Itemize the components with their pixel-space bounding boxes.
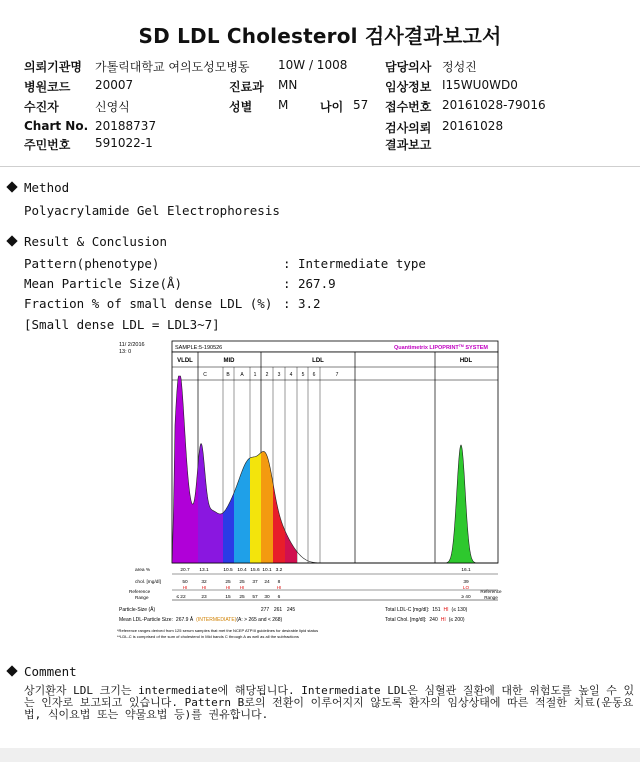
particle-size-label: Particle-Size (Å) (119, 607, 156, 613)
method-text: Polyacrylamide Gel Electrophoresis (24, 203, 280, 218)
area-value: 10.4 (237, 568, 247, 573)
mean-ldl-size (119, 616, 283, 623)
age-value: 57 (353, 98, 369, 112)
band-label-6: 6 (312, 372, 316, 378)
method-heading (8, 180, 69, 195)
chol-value: 32 (201, 580, 207, 585)
request-value: 20161028 (442, 119, 504, 133)
group-label-hdl: HDL (459, 358, 473, 364)
area-row-label: area % (135, 568, 151, 573)
reference-value: 30 (264, 595, 270, 600)
reference-value: ≤ 22 (176, 595, 186, 600)
size-colon: : (283, 276, 291, 291)
chol-value: 37 (252, 580, 258, 585)
fraction-colon: : (283, 296, 291, 311)
area-value: 16.1 (461, 568, 471, 573)
total-ldlc-ref: (≤ 130) (451, 607, 468, 613)
dept-value: MN (278, 78, 298, 92)
particle-size-3: 245 (286, 607, 296, 613)
footnote-1: *Reference ranges derived from 125 serum samples that met the NCEP ATPIII guidelines for desirable lipid status (117, 628, 319, 633)
band-label-7: 7 (335, 372, 339, 378)
band-value-table (129, 563, 502, 600)
footnote-2: **LDL-C is comprised of the sum of cholesterol in Mid bands C through A as well as all the subfractions (117, 634, 299, 639)
rrn-label: 주민번호 (24, 138, 71, 152)
total-ldlc-flag: HI (443, 607, 449, 613)
total-ldlc-label: Total LDL-C [mg/dl]: (385, 607, 430, 613)
chol-flag: HI (182, 585, 188, 590)
chol-value: 25 (225, 580, 231, 585)
group-label-ldl: LDL (312, 358, 324, 364)
hospital-code-label: 병원코드 (24, 80, 71, 94)
area-ldl1 (250, 453, 261, 563)
area-value: 20.7 (180, 568, 190, 573)
total-chol-ref: (≤ 200) (448, 617, 465, 623)
sample-label: SAMPLE: (175, 345, 199, 351)
chol-flag: LO (462, 585, 470, 590)
request-label: 검사의뢰 (385, 121, 432, 135)
institution-label: 의뢰기관명 (24, 60, 82, 74)
age-label: 나이 (320, 100, 344, 114)
area-value: 13.1 (199, 568, 209, 573)
sex-value: M (278, 98, 289, 112)
comment-text: 상기환자 LDL 크기는 intermediate에 해당됩니다. Intermediate LDL은 심혈관 질환에 대한 위험도를 높일 수 있는 인자로 보고되고 있습니다. Pattern B로의 전환이 이루어지지 않도록 환자의 임상상태에 따른 적절한 치료(운동요법, 식이요법 또는 약물요법 등)를 권유합니다. (24, 684, 635, 721)
report-label: 결과보고 (385, 138, 432, 152)
lipoprint-chart (115, 338, 502, 644)
band-label-3: 3 (277, 372, 281, 378)
patient-info-header (0, 52, 640, 167)
total-chol (385, 617, 465, 623)
reference-value: 25 (239, 595, 245, 600)
range-label-right: Range (484, 595, 498, 600)
particle-size-1: 277 (260, 607, 270, 613)
range-label: Range (135, 595, 149, 600)
patient-value: 신영식 (95, 100, 130, 114)
chol-value: 24 (264, 580, 270, 585)
chol-row-label: chol. [mg/dl] (135, 580, 161, 585)
rrn-value: 591022-1 (95, 136, 153, 150)
reference-value: 6 (277, 595, 281, 600)
total-chol-label: Total Chol. [mg/dl]: (385, 617, 427, 623)
mean-ldl-class: (INTERMEDIATE) (196, 617, 237, 623)
band-label-2: 2 (265, 372, 269, 378)
band-label-1: 1 (253, 372, 257, 378)
diamond-bullet-icon (6, 181, 17, 192)
band-label-4: 4 (289, 372, 293, 378)
reference-label: Reference (129, 589, 151, 594)
chol-flag: HI (225, 585, 231, 590)
chart-no-label: Chart No. (24, 119, 89, 133)
doctor-value: 정성진 (442, 60, 477, 74)
ward-value: 10W / 1008 (278, 58, 348, 72)
sample-id: 5-190526 (199, 345, 223, 351)
method-heading-text: Method (24, 180, 70, 195)
dept-label: 진료과 (229, 80, 264, 94)
chol-value: 8 (277, 580, 281, 585)
band-label-5: 5 (301, 372, 305, 378)
area-value: 10.1 (262, 568, 272, 573)
reference-value: ≥ 40 (461, 595, 471, 600)
group-label-vldl: VLDL (177, 358, 193, 364)
comment-heading (8, 664, 77, 679)
lipoprint-svg (115, 338, 502, 644)
total-ldlc (385, 607, 468, 613)
reference-label-right: Reference (480, 589, 502, 594)
result-heading-text: Result & Conclusion (24, 234, 167, 249)
total-chol-value: 240 (429, 617, 438, 623)
total-chol-flag: HI (440, 617, 446, 623)
comment-heading-text: Comment (24, 664, 77, 679)
pattern-colon: : (283, 256, 291, 271)
sex-label: 성별 (229, 100, 253, 114)
mean-ldl-label: Mean LDL-Particle Size: (119, 617, 173, 623)
page-footer-bar (0, 748, 640, 762)
mean-ldl-value: 267.9 Å (175, 617, 194, 623)
band-label-C: C (203, 372, 207, 378)
chol-value: 50 (182, 580, 188, 585)
brand-logo (394, 344, 488, 351)
print-time: 13: 0 (119, 349, 132, 355)
result-heading (8, 234, 167, 249)
area-value: 3.2 (275, 568, 283, 573)
reference-value: 15 (225, 595, 231, 600)
area-value: 15.6 (250, 568, 260, 573)
fraction-value: 3.2 (298, 296, 321, 311)
chol-flag: HI (276, 585, 282, 590)
hospital-code-value: 20007 (95, 78, 134, 92)
reference-value: 23 (201, 595, 207, 600)
patient-label: 수진자 (24, 100, 59, 114)
receipt-label: 접수번호 (385, 100, 432, 114)
band-label-A: A (240, 372, 244, 378)
pattern-label: Pattern(phenotype) (24, 256, 160, 271)
clinical-value: I15WU0WD0 (442, 78, 518, 92)
diamond-bullet-icon (6, 665, 17, 676)
clinical-label: 임상정보 (385, 80, 432, 94)
fraction-label: Fraction % of small dense LDL (%) (24, 296, 273, 311)
diamond-bullet-icon (6, 235, 17, 246)
report-title: SD LDL Cholesterol 검사결과보고서 (138, 24, 502, 48)
mean-ldl-criteria: (A: > 265 and < 268) (236, 617, 283, 623)
pattern-value: Intermediate type (298, 256, 426, 271)
reference-value: 57 (252, 595, 258, 600)
band-label-B: B (226, 372, 230, 378)
group-label-mid: MID (223, 358, 235, 364)
chol-flag: HI (239, 585, 245, 590)
particle-size-2: 261 (273, 607, 283, 613)
size-value: 267.9 (298, 276, 336, 291)
small-dense-note: [Small dense LDL = LDL3~7] (24, 317, 220, 332)
area-value: 10.5 (223, 568, 233, 573)
receipt-value: 20161028-79016 (442, 98, 546, 112)
print-date: 11/ 2/2016 (119, 342, 145, 348)
brand-tm: TM (458, 344, 464, 348)
institution-value: 가톨릭대학교 여의도성모병동 (95, 60, 250, 74)
size-label: Mean Particle Size(Å) (24, 276, 183, 291)
chol-flag: HI (201, 585, 207, 590)
total-ldlc-value: 151 (432, 607, 441, 613)
brand-suffix: SYSTEM (463, 345, 488, 351)
chol-value: 39 (463, 580, 469, 585)
doctor-label: 담당의사 (385, 60, 432, 74)
brand-name: Quantimetrix LIPOPRINT (393, 345, 459, 351)
chart-no-value: 20188737 (95, 119, 157, 133)
chol-value: 25 (239, 580, 245, 585)
